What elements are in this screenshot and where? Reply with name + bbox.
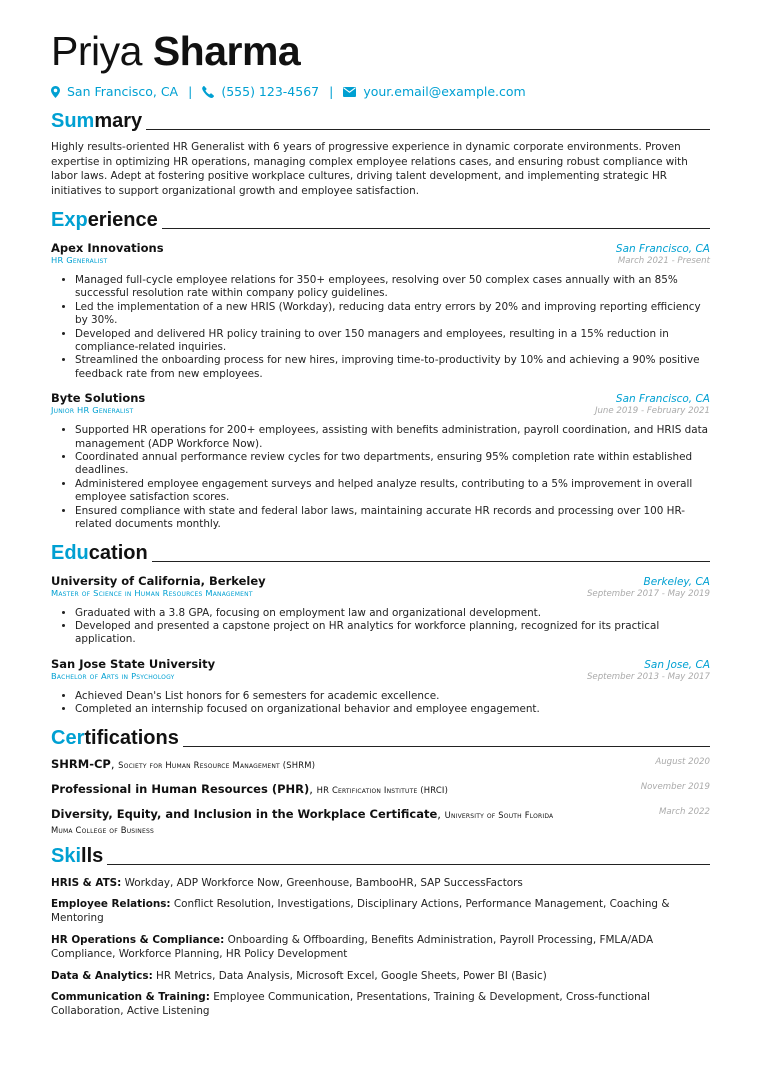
- skill-row: [51, 897, 710, 926]
- section-divider: [152, 561, 710, 562]
- section-title-skills: Skills: [51, 844, 104, 867]
- job-title: Junior HR Generalist: [51, 405, 134, 416]
- contact-location: [51, 84, 178, 99]
- skill-category: Data & Analytics:: [51, 969, 153, 982]
- phone-icon: [202, 86, 214, 98]
- section-divider: [146, 129, 710, 130]
- certification-name: Diversity, Equity, and Inclusion in the Workplace Certificate: [51, 806, 438, 821]
- certification-name: SHRM-CP: [51, 756, 111, 771]
- first-name: Priya: [51, 28, 142, 74]
- phone-text: (555) 123-4567: [221, 84, 320, 99]
- skill-row: [51, 990, 710, 1019]
- summary-section-header: [51, 110, 710, 132]
- school-name: San Jose State University: [51, 656, 216, 671]
- skill-row: [51, 933, 710, 962]
- experience-entry: [51, 391, 710, 531]
- contact-line: [51, 84, 710, 99]
- study-dates: September 2013 - May 2017: [586, 671, 710, 682]
- skill-category: Employee Relations:: [51, 897, 171, 910]
- list-item: • Achieved Dean's List honors for 6 semesters for academic excellence.: [75, 690, 710, 703]
- contact-phone[interactable]: [202, 84, 319, 99]
- certification-item: Diversity, Equity, and Inclusion in the Workplace Certificate, University of South Florida Muma College of Business March 2022: [51, 806, 710, 835]
- skill-values: Workday, ADP Workforce Now, Greenhouse, BambooHR, SAP SuccessFactors: [124, 876, 523, 889]
- section-title-education: Education: [51, 541, 148, 564]
- section-title-summary: Summary: [51, 110, 143, 132]
- experience-entry: [51, 241, 710, 381]
- list-item: • Developed and presented a capstone project on HR analytics for workforce planning, recognized for its practical application.: [75, 620, 710, 647]
- last-name: Sharma: [152, 28, 301, 74]
- study-dates: September 2017 - May 2019: [586, 588, 710, 599]
- list-item: • Led the implementation of a new HRIS (Workday), reducing data entry errors by 20% and improving reporting efficiency by 30%.: [75, 301, 710, 328]
- skills-section-header: [51, 845, 710, 867]
- employer-name: Apex Innovations: [51, 241, 164, 255]
- degree-name: Master of Science in Human Resources Management: [51, 587, 253, 598]
- section-title-experience: Experience: [51, 209, 158, 231]
- section-divider: [107, 864, 710, 865]
- skill-values: Conflict Resolution, Investigations, Disciplinary Actions, Performance Management, Coaching & Mentoring: [51, 897, 670, 925]
- certification-date: August 2020: [655, 756, 710, 767]
- section-divider: [162, 228, 710, 229]
- degree-name: Bachelor of Arts in Psychology: [51, 670, 175, 681]
- map-pin-icon: [51, 86, 60, 98]
- certification-issuer: Society for Human Resource Management (SHRM): [118, 759, 316, 770]
- achievement-list: [51, 274, 710, 381]
- list-item: • Ensured compliance with state and federal labor laws, maintaining accurate HR records and processing over 100 HR-related documents monthly.: [75, 505, 710, 532]
- certification-issuer: University of South Florida Muma College of Business: [51, 809, 554, 835]
- job-dates: March 2021 - Present: [617, 256, 710, 266]
- achievement-list: [51, 690, 710, 717]
- list-item: • Supported HR operations for 200+ employees, assisting with benefits administration, payroll coordination, and HRIS data management (ADP Workforce Now).: [75, 424, 710, 451]
- skill-category: HR Operations & Compliance:: [51, 933, 225, 946]
- achievement-list: [51, 424, 710, 531]
- job-dates: June 2019 - February 2021: [594, 406, 710, 417]
- education-entry: [51, 657, 710, 717]
- employer-location: San Francisco, CA: [615, 243, 710, 255]
- certification-issuer: HR Certification Institute (HRCI): [316, 784, 449, 795]
- section-divider: [183, 746, 710, 747]
- email-text: your.email@example.com: [363, 84, 526, 99]
- list-item: • Streamlined the onboarding process for new hires, improving time-to-productivity by 10% and achieving a 90% positive feedback rate from new employees.: [75, 354, 710, 381]
- list-item: • Developed and delivered HR policy training to over 150 managers and employees, resulting in a 15% reduction in compliance-related inquiries.: [75, 328, 710, 355]
- skill-values: Employee Communication, Presentations, Training & Development, Cross-functional Collaboration, Active Listening: [51, 990, 650, 1018]
- skill-row: [51, 876, 710, 890]
- certification-name: Professional in Human Resources (PHR): [51, 781, 310, 796]
- skill-category: HRIS & ATS:: [51, 876, 122, 889]
- list-item: • Coordinated annual performance review cycles for two departments, ensuring 95% completion rate within established deadlines.: [75, 451, 710, 478]
- skill-row: [51, 969, 710, 983]
- certification-item: SHRM-CP, Society for Human Resource Management (SHRM) August 2020: [51, 756, 710, 771]
- school-name: University of California, Berkeley: [51, 573, 266, 588]
- summary-text: Highly results-oriented HR Generalist with 6 years of progressive experience in dynamic corporate environments. Proven expertise in optimizing HR operations, managing complex employee relations cases, and ensuring robust compliance with labor laws. Adept at fostering positive workplace cultures, driving talent development, and implementing strategic HR initiatives to support organizational growth and employee satisfaction.: [51, 141, 688, 197]
- job-title: HR Generalist: [51, 255, 108, 265]
- location-text: San Francisco, CA: [67, 84, 179, 99]
- school-location: Berkeley, CA: [643, 575, 710, 588]
- certification-item: Professional in Human Resources (PHR), HR Certification Institute (HRCI) November 2019: [51, 781, 710, 796]
- envelope-icon: [343, 87, 356, 97]
- school-location: San Jose, CA: [644, 658, 710, 671]
- contact-separator: |: [329, 84, 334, 99]
- candidate-name: [51, 28, 710, 74]
- certification-date: November 2019: [640, 781, 710, 792]
- list-item: • Completed an internship focused on organizational behavior and employee engagement.: [75, 703, 710, 716]
- education-entry: [51, 574, 710, 647]
- list-item: • Managed full-cycle employee relations for 350+ employees, resolving over 50 complex cases annually with an 85% successful resolution rate within company policy guidelines.: [75, 274, 710, 301]
- certification-date: March 2022: [659, 806, 710, 817]
- achievement-list: [51, 607, 710, 647]
- certifications-section-header: [51, 727, 710, 749]
- contact-separator: |: [188, 84, 193, 99]
- skill-values: HR Metrics, Data Analysis, Microsoft Excel, Google Sheets, Power BI (Basic): [156, 969, 547, 982]
- section-title-certifications: Certifications: [51, 726, 179, 749]
- education-section-header: [51, 542, 710, 564]
- skill-category: Communication & Training:: [51, 990, 210, 1003]
- contact-email[interactable]: [343, 84, 525, 99]
- list-item: • Graduated with a 3.8 GPA, focusing on employment law and organizational development.: [75, 607, 710, 620]
- employer-name: Byte Solutions: [51, 391, 146, 406]
- list-item: • Administered employee engagement surveys and helped analyze results, contributing to a 5% improvement in overall employee satisfaction scores.: [75, 478, 710, 505]
- employer-location: San Francisco, CA: [615, 393, 710, 406]
- skill-values: Onboarding & Offboarding, Benefits Administration, Payroll Processing, FMLA/ADA Compliance, Workforce Planning, HR Policy Development: [51, 933, 654, 961]
- experience-section-header: [51, 209, 710, 231]
